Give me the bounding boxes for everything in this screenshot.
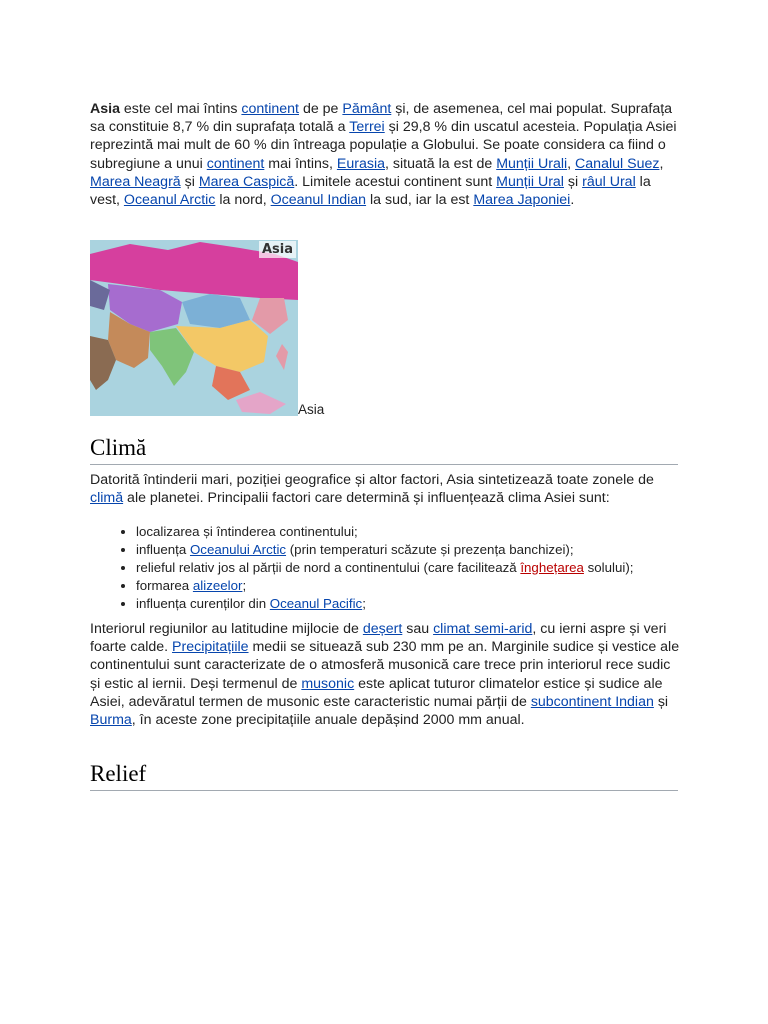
list-item: • localizarea și întinderea continentului;: [136, 523, 726, 541]
link-raul-ural[interactable]: râul Ural: [582, 173, 636, 190]
map-title-label: Asia: [259, 241, 296, 258]
link-continent[interactable]: continent: [241, 101, 299, 117]
link-marea-caspica[interactable]: Marea Caspică: [198, 173, 295, 190]
link-inghetarea[interactable]: înghețarea: [520, 560, 584, 575]
figure-caption: Asia: [298, 402, 325, 417]
link-precipitatiile[interactable]: Precipitațiile: [172, 639, 249, 656]
link-clima[interactable]: climă: [90, 490, 124, 507]
link-marea-japoniei[interactable]: Marea Japoniei: [473, 192, 571, 209]
link-subcontinent-indian[interactable]: subcontinent Indian: [530, 693, 654, 710]
link-alizeelor[interactable]: alizeelor: [192, 578, 243, 593]
section-heading-clima: Climă: [90, 434, 678, 465]
list-item: • formarea alizeelor;: [136, 577, 726, 595]
link-canalul-suez[interactable]: Canalul Suez: [575, 155, 660, 172]
link-burma[interactable]: Burma: [90, 712, 132, 729]
bold-term: Asia: [90, 101, 120, 117]
link-terrei[interactable]: Terrei: [349, 119, 385, 136]
list-item: • influența Oceanului Arctic (prin temperaturi scăzute și prezența banchizei);: [136, 541, 726, 559]
clima-factors-list: [90, 523, 726, 613]
link-continent[interactable]: continent: [206, 155, 265, 172]
intro-paragraph: Asia este cel mai întins continent de pe Pământ și, de asemenea, cel mai populat. Suprafața sa constituie 8,7 % din suprafața totală a Terrei și 29,8 % din uscatul acesteia. Populația Asiei reprezintă mai mult de 60 % din întreaga populație a Globului. Se poate considera ca fiind o subregiune a unui continent mai întins, Eurasia, situată la est de Munții Urali, Canalul Suez, Marea Neagră și Marea Caspică. Limitele acestui continent sunt Munții Ural și râul Ural la vest, Oceanul Arctic la nord, Oceanul Indian la sud, iar la est Marea Japoniei.: [90, 101, 677, 209]
clima-paragraph: Datorită întinderii mari, poziției geografice și altor factori, Asia sintetizează toate zonele de climă ale planetei. Principalii factori care determină și influențează clima Asiei sunt:: [90, 472, 654, 507]
link-oceanul-indian[interactable]: Oceanul Indian: [270, 192, 367, 209]
asia-map-image: [90, 240, 298, 416]
list-item: • relieful relativ jos al părții de nord a continentului (care facilitează înghețarea solului);: [136, 559, 726, 577]
link-oceanului-arctic[interactable]: Oceanului Arctic: [189, 542, 287, 557]
section-heading-relief: Relief: [90, 760, 678, 791]
interior-paragraph: Interiorul regiunilor au latitudine mijlocie de deșert sau climat semi-arid, cu ierni aspre și veri foarte calde. Precipitațiile medii se situează sub 230 mm pe an. Marginile sudice și vestice ale continentului sunt caracterizate de o atmosferă musonică care trece prin interiorul rece sudic și estic al iernii. Deși termenul de musonic este aplicat tuturor climatelor estice și sudice ale Asiei, adevăratul termen de musonic este caracteristic numai părții de subcontinent Indian și Burma, în aceste zone precipitațiile anuale depășind 2000 mm anual.: [90, 621, 680, 729]
link-muntii-ural[interactable]: Munții Ural: [496, 173, 564, 190]
link-eurasia[interactable]: Eurasia: [336, 155, 385, 172]
link-desert[interactable]: deșert: [362, 621, 403, 637]
link-oceanul-pacific[interactable]: Oceanul Pacific: [269, 596, 363, 611]
link-muntii-urali[interactable]: Munții Urali: [496, 155, 568, 172]
link-climat-semi-arid[interactable]: climat semi-arid: [433, 621, 533, 637]
link-musonic[interactable]: musonic: [301, 675, 355, 692]
asia-map-svg: [90, 240, 298, 416]
list-item: • influența curenților din Oceanul Pacific;: [136, 595, 726, 613]
link-marea-neagra[interactable]: Marea Neagră: [90, 173, 181, 190]
asia-figure: [90, 240, 680, 420]
link-pamant[interactable]: Pământ: [342, 101, 392, 117]
link-oceanul-arctic[interactable]: Oceanul Arctic: [123, 192, 216, 209]
